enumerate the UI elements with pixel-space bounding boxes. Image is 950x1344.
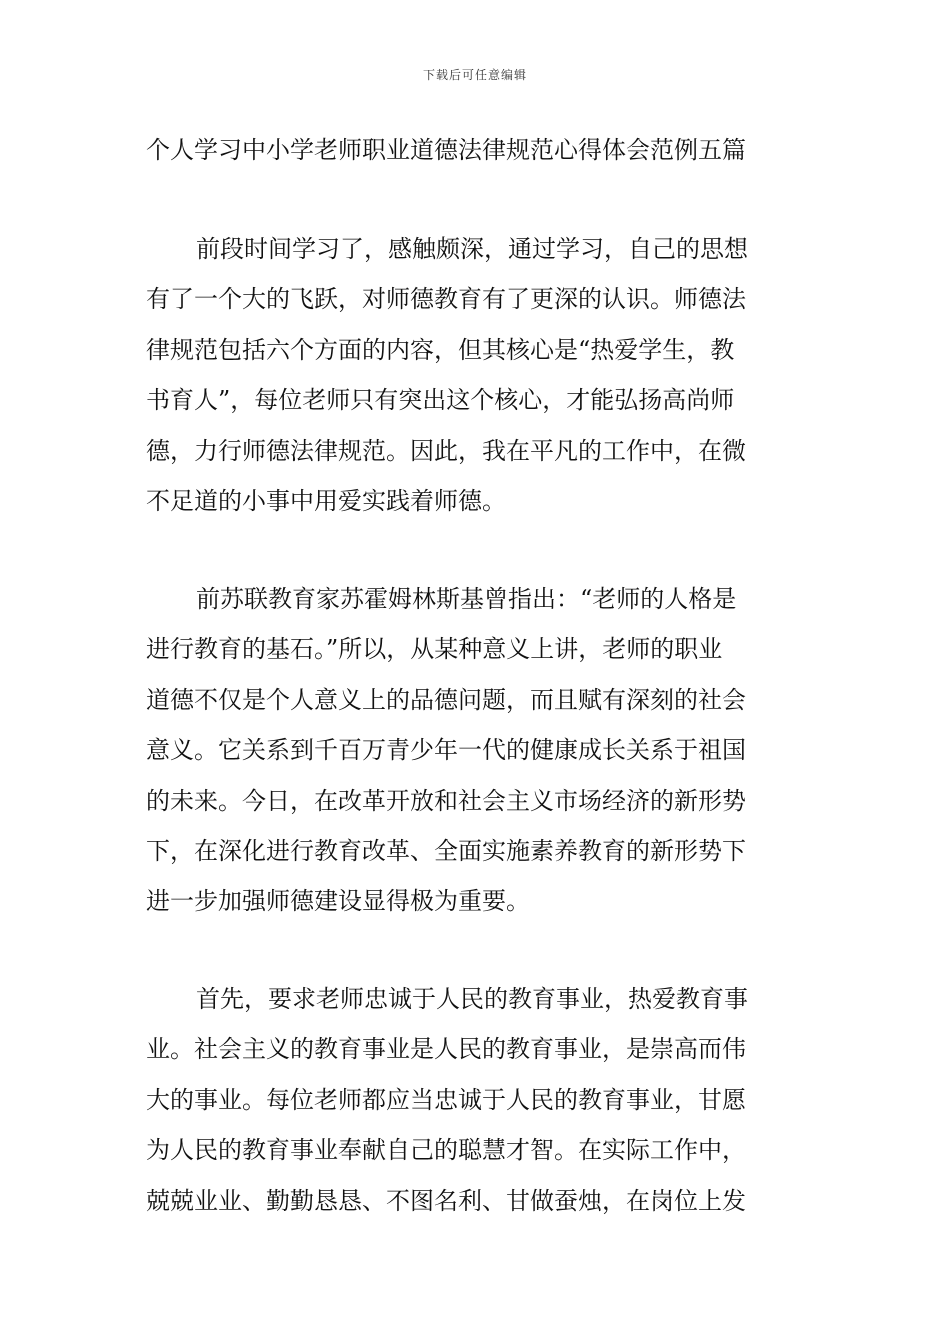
paragraph-line: 首先，要求老师忠诚于人民的教育事业，热爱教育事 (196, 985, 748, 1013)
paragraph-1 (146, 224, 810, 526)
paragraph-line: 道德不仅是个人意义上的品德问题，而且赋有深刻的社会 (146, 685, 746, 714)
paragraph-line: 意义。它关系到千百万青少年一代的健康成长关系于祖国 (146, 736, 746, 765)
paragraph-line: 有了一个大的飞跃，对师德教育有了更深的认识。师德法 (146, 285, 746, 314)
paragraph-line: 德，力行师德法律规范。因此，我在平凡的工作中，在微 (146, 436, 746, 465)
paragraph-line: 律规范包括六个方面的内容，但其核心是“热爱学生，教 (146, 335, 735, 364)
paragraph-line: 的未来。今日，在改革开放和社会主义市场经济的新形势 (146, 786, 746, 815)
paragraph-line: 书育人”，每位老师只有突出这个核心，才能弘扬高尚师 (146, 386, 735, 415)
paragraph-line: 业。社会主义的教育事业是人民的教育事业，是崇高而伟 (146, 1035, 746, 1064)
paragraph-line: 兢兢业业、勤勤恳恳、不图名利、甘做蚕烛，在岗位上发 (146, 1186, 746, 1215)
paragraph-line: 下，在深化进行教育改革、全面实施素养教育的新形势下 (146, 836, 746, 865)
paragraph-line: 为人民的教育事业奉献自己的聪慧才智。在实际工作中， (146, 1136, 746, 1165)
paragraph-line: 大的事业。每位老师都应当忠诚于人民的教育事业，甘愿 (146, 1085, 746, 1114)
paragraph-line: 进行教育的基石。”所以，从某种意义上讲，老师的职业 (146, 635, 723, 664)
paragraph-line: 前段时间学习了，感触颇深，通过学习，自己的思想 (196, 235, 748, 263)
paragraph-line: 进一步加强师德建设显得极为重要。 (146, 887, 530, 916)
paragraph-2 (146, 574, 810, 927)
paragraph-line: 不足道的小事中用爱实践着师德。 (146, 486, 506, 515)
paragraph-line: 前苏联教育家苏霍姆林斯基曾指出：“老师的人格是 (196, 585, 737, 613)
header-note: 下载后可任意编辑 (422, 68, 527, 82)
document-title: 个人学习中小学老师职业道德法律规范心得体会范例五篇 (146, 136, 746, 164)
paragraph-3 (146, 974, 810, 1226)
